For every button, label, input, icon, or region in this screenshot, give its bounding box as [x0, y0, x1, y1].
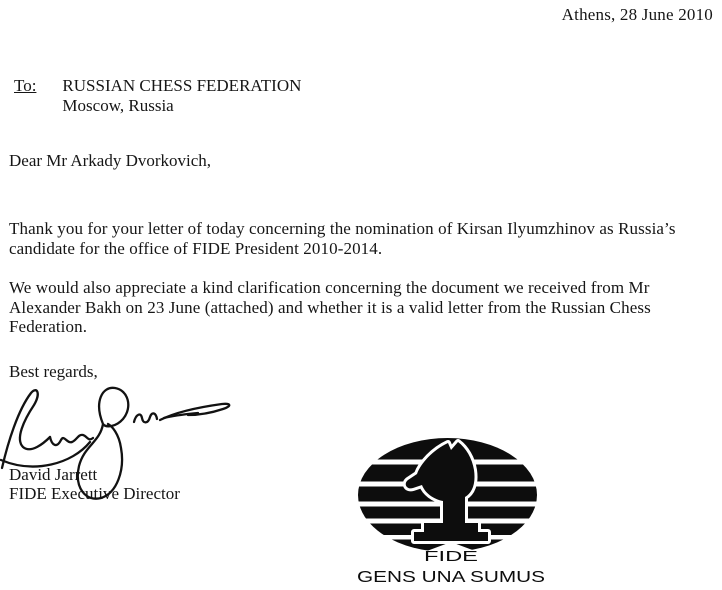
- body-paragraph-1: Thank you for your letter of today concerning the nomination of Kirsan Ilyumzhinov as Russia’s candidate for the office of FIDE President 2010-2014.: [9, 219, 676, 258]
- signature-stroke: [50, 435, 93, 445]
- recipient-name: RUSSIAN CHESS FEDERATION: [62, 76, 302, 95]
- fide-logo: [352, 437, 552, 590]
- signature-stroke: [2, 390, 50, 468]
- recipient-block: [14, 76, 301, 116]
- dateline: Athens, 28 June 2010: [561, 5, 713, 24]
- logo-motto: GENS UNA SUMUS: [357, 569, 545, 586]
- salutation: Dear Mr Arkady Dvorkovich,: [9, 151, 212, 170]
- to-label: To:: [14, 76, 37, 95]
- recipient-address: [62, 76, 301, 116]
- closing: Best regards,: [9, 362, 98, 381]
- signer-title: FIDE Executive Director: [9, 484, 180, 503]
- signature-stroke: [134, 413, 157, 422]
- signer-name: David Jarrett: [9, 465, 98, 484]
- body-paragraph-2: We would also appreciate a kind clarification concerning the document we received from Mr Alexander Bakh on 23 June (attached) and whether it is a valid letter from the Russian Chess Federation.: [9, 278, 651, 336]
- signature-stroke: [1, 442, 90, 466]
- signature-handwriting-icon: [0, 380, 240, 515]
- logo-acronym: FIDE: [424, 548, 478, 565]
- signature-stroke: [78, 388, 128, 499]
- recipient-city: Moscow, Russia: [62, 96, 174, 115]
